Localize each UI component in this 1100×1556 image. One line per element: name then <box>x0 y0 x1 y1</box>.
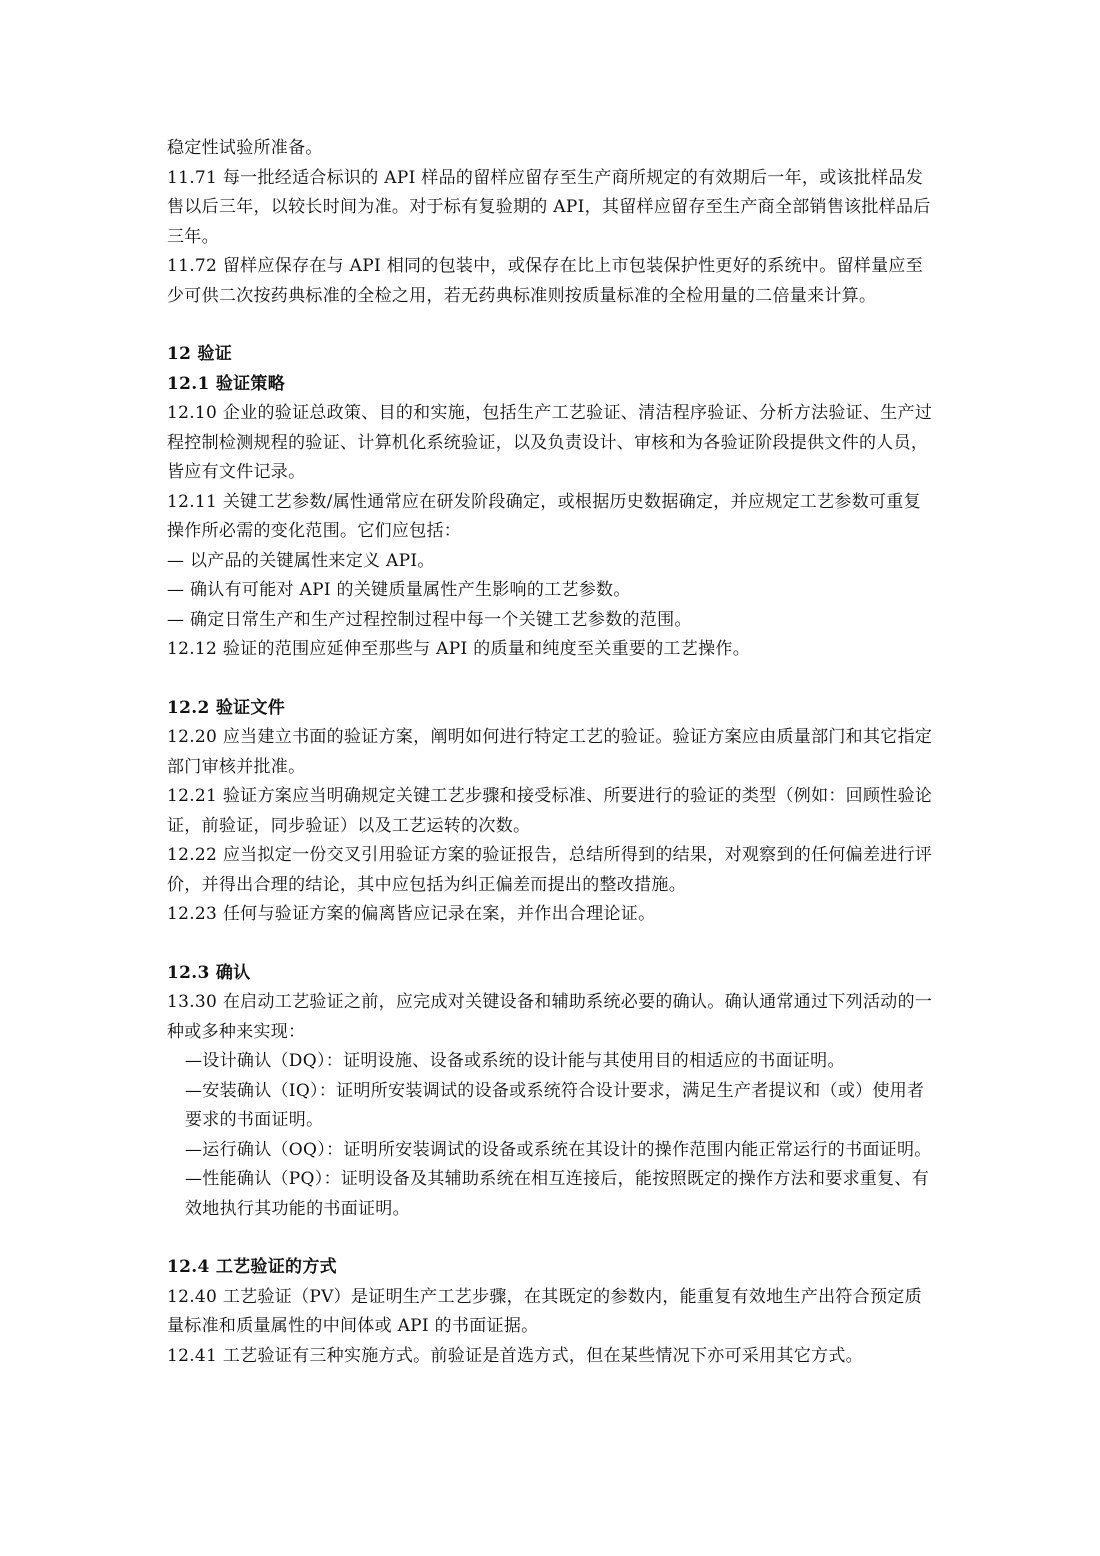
qualification-item: —安装确认（IQ）：证明所安装调试的设备或系统符合设计要求，满足生产者提议和（或）使用者要求的书面证明。 <box>185 1080 925 1130</box>
paragraph: 12.41 工艺验证有三种实施方式。前验证是首选方式，但在某些情况下亦可采用其它方式。 <box>167 1345 863 1366</box>
document-body <box>167 134 937 1371</box>
paragraph: — 确定日常生产和生产过程控制过程中每一个关键工艺参数的范围。 <box>167 609 692 630</box>
paragraph: 11.71 每一批经适合标识的 API 样品的留样应留存至生产商所规定的有效期后一年，或该批样品发售以后三年，以较长时间为准。对于标有复验期的 API，其留样应留存至生产商全部销售该批样品后三年。 <box>167 167 931 247</box>
paragraph: 12.22 应当拟定一份交叉引用验证方案的验证报告，总结所得到的结果，对观察到的任何偏差进行评价，并得出合理的结论，其中应包括为纠正偏差而提出的整改措施。 <box>167 845 933 895</box>
paragraph: 12.23 任何与验证方案的偏离皆应记录在案，并作出合理论证。 <box>167 904 656 924</box>
paragraph: 12.20 应当建立书面的验证方案，阐明如何进行特定工艺的验证。验证方案应由质量部门和其它指定部门审核并批准。 <box>167 727 933 777</box>
section-heading: 12.2 验证文件 <box>167 697 286 718</box>
paragraph: 12.11 关键工艺参数/属性通常应在研发阶段确定，或根据历史数据确定，并应规定工艺参数可重复操作所必需的变化范围。它们应包括： <box>167 491 921 541</box>
section-heading: 12 验证 <box>167 344 233 364</box>
section-spacer <box>167 1224 937 1253</box>
qualification-item: —运行确认（OQ）：证明所安装调试的设备或系统在其设计的操作范围内能正常运行的书面证明。 <box>185 1139 932 1160</box>
qualification-item: —设计确认（DQ）：证明设施、设备或系统的设计能与其使用目的相适应的书面证明。 <box>185 1051 845 1071</box>
section-spacer <box>167 311 937 340</box>
section-heading: 12.4 工艺验证的方式 <box>167 1257 337 1277</box>
paragraph: 12.40 工艺验证（PV）是证明生产工艺步骤，在其既定的参数内，能重复有效地生产出符合预定质量标准和质量属性的中间体或 API 的书面证据。 <box>167 1286 922 1336</box>
section-spacer <box>167 930 937 959</box>
paragraph: 12.10 企业的验证总政策、目的和实施，包括生产工艺验证、清洁程序验证、分析方法验证、生产过程控制检测规程的验证、计算机化系统验证，以及负责设计、审核和为各验证阶段提供文件的人员，皆应有文件记录。 <box>167 403 933 482</box>
paragraph: — 以产品的关键属性来定义 API。 <box>167 550 435 571</box>
paragraph: 12.21 验证方案应当明确规定关键工艺步骤和接受标准、所要进行的验证的类型（例如：回顾性验论证，前验证，同步验证）以及工艺运转的次数。 <box>167 786 933 836</box>
paragraph: 12.12 验证的范围应延伸至那些与 API 的质量和纯度至关重要的工艺操作。 <box>167 639 751 659</box>
section-heading: 12.3 确认 <box>167 962 251 983</box>
qualification-item: —性能确认（PQ）：证明设备及其辅助系统在相互连接后，能按照既定的操作方法和要求重复、有效地执行其功能的书面证明。 <box>185 1169 930 1219</box>
section-spacer <box>167 665 937 694</box>
paragraph: 13.30 在启动工艺验证之前，应完成对关键设备和辅助系统必要的确认。确认通常通过下列活动的一种或多种来实现： <box>167 992 933 1042</box>
paragraph: — 确认有可能对 API 的关键质量属性产生影响的工艺参数。 <box>167 580 631 600</box>
paragraph: 11.72 留样应保存在与 API 相同的包装中，或保存在比上市包装保护性更好的系统中。留样量应至少可供二次按药典标准的全检之用，若无药典标准则按质量标准的全检用量的二倍量来计算。 <box>167 256 924 306</box>
paragraph: 稳定性试验所准备。 <box>167 138 323 158</box>
section-heading: 12.1 验证策略 <box>167 373 286 394</box>
